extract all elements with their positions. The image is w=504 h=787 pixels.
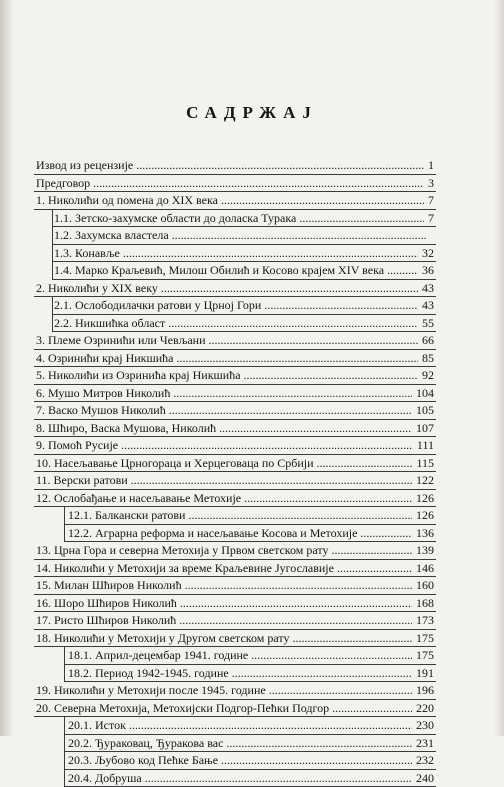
toc-entry-title: 3. Племе Озринићи или Чевљани ..... — [36, 332, 418, 350]
toc-entry-title: 20.1. Исток ..... — [68, 717, 412, 735]
toc-row[interactable] — [36, 455, 436, 473]
toc-entry-title: 1.4. Марко Краљевић, Милош Обилић и Косово крајем XIV века ..... — [54, 262, 418, 280]
toc-row[interactable] — [36, 770, 436, 787]
toc-page-number: 111 — [417, 437, 434, 455]
toc-row[interactable] — [36, 665, 436, 683]
toc-entry-title: 5. Николићи из Озринића крај Никшића ..... — [36, 367, 418, 385]
toc-row[interactable] — [36, 332, 436, 350]
toc-page-number: 55 — [422, 315, 434, 333]
toc-page-number: 160 — [416, 577, 434, 595]
toc-entry-title: 12. Ослобађање и насељавање Метохије ..... — [36, 490, 412, 508]
toc-entry-title: 12.2. Аграрна реформа и насељавање Косова и Метохије ..... — [68, 525, 412, 543]
toc-row[interactable] — [36, 157, 436, 175]
toc-entry-title: 18. Николићи у Метохији у Другом светском рату ..... — [36, 630, 412, 648]
toc-row[interactable] — [36, 700, 436, 718]
toc-page-number: 43 — [422, 280, 434, 298]
toc-entry-title: 17. Ристо Шћиров Николић ..... — [36, 612, 412, 630]
toc-page-number: 104 — [416, 385, 434, 403]
toc-entry-title: 12.1. Балкански ратови ..... — [68, 507, 412, 525]
toc-entry-title: Предговор ..... — [36, 175, 424, 193]
toc-entry-title: 13. Црна Гора и северна Метохија у Првом светском рату ..... — [36, 542, 412, 560]
toc-entry-title: 20.2. Ђураковац, Ђуракова вас ..... — [68, 735, 412, 753]
toc-entry-title: 15. Милан Шћиров Николић ..... — [36, 577, 412, 595]
toc-entry-title: 1.1. Зетско-захумске области до доласка Турака ..... — [54, 210, 424, 228]
toc-row[interactable] — [36, 525, 436, 543]
toc-entry-title: 1.2. Захумска властела ..... — [54, 227, 426, 245]
toc-row[interactable] — [36, 385, 436, 403]
toc-row[interactable] — [36, 472, 436, 490]
toc-row[interactable] — [36, 315, 436, 333]
toc-row[interactable] — [36, 735, 436, 753]
toc-row[interactable] — [36, 350, 436, 368]
toc-entry-title: 14. Николићи у Метохији за време Краљевине Југославије ..... — [36, 560, 412, 578]
toc-row[interactable] — [36, 682, 436, 700]
toc-entry-title: 1. Николићи од помена до XIX века ..... — [36, 192, 424, 210]
toc-entry-title: 9. Помоћ Русије ..... — [36, 437, 413, 455]
toc-row[interactable] — [36, 595, 436, 613]
toc-entry-title: 11. Верски ратови ..... — [36, 472, 412, 490]
toc-entry-title: 2.2. Никшићка област ..... — [54, 315, 418, 333]
toc-row[interactable] — [36, 262, 436, 280]
toc-entry-title: 20.3. Љубово код Пећке Бање ..... — [68, 752, 412, 770]
toc-page-number: 220 — [416, 700, 434, 718]
toc-page-number: 126 — [416, 490, 434, 508]
toc-row[interactable] — [36, 175, 436, 193]
table-of-contents — [36, 157, 436, 787]
toc-row[interactable] — [36, 752, 436, 770]
toc-page-number: 196 — [416, 682, 434, 700]
toc-entry-title: 20.4. Добруша ..... — [68, 770, 412, 787]
toc-entry-title: 2.1. Ослободилачки ратови у Црној Гори ..... — [54, 297, 418, 315]
toc-entry-title: 19. Николићи у Метохији после 1945. године ..... — [36, 682, 412, 700]
toc-page-number: 92 — [422, 367, 434, 385]
toc-page-number: 36 — [422, 262, 434, 280]
toc-row[interactable] — [36, 297, 436, 315]
toc-entry-title: 18.1. Април-децембар 1941. године ..... — [68, 647, 412, 665]
toc-row[interactable] — [36, 577, 436, 595]
toc-row[interactable] — [36, 245, 436, 263]
toc-entry-title: 10. Насељавање Црногораца и Херцеговаца по Србији ..... — [36, 455, 412, 473]
toc-page-number: 43 — [422, 297, 434, 315]
toc-page-number: 126 — [416, 507, 434, 525]
toc-row[interactable] — [36, 367, 436, 385]
toc-page-number: 115 — [416, 455, 434, 473]
toc-page-number: 105 — [416, 402, 434, 420]
toc-row[interactable] — [36, 630, 436, 648]
toc-page-number: 7 — [428, 192, 434, 210]
toc-row[interactable] — [36, 420, 436, 438]
toc-entry-title: 8. Шћиро, Васка Мушова, Николић ..... — [36, 420, 412, 438]
toc-page-number: 240 — [416, 770, 434, 787]
toc-page-number: 173 — [416, 612, 434, 630]
toc-page-number: 85 — [422, 350, 434, 368]
toc-entry-title: 4. Озринићи крај Никшића ..... — [36, 350, 418, 368]
toc-entry-title: 1.3. Конавље ..... — [54, 245, 418, 263]
toc-entry-title: 6. Мушо Митров Николић ..... — [36, 385, 412, 403]
toc-row[interactable] — [36, 542, 436, 560]
toc-entry-title: 16. Шоро Шћиров Николић ..... — [36, 595, 412, 613]
toc-page-number: 139 — [416, 542, 434, 560]
toc-entry-title: 2. Николићи у XIX веку ..... — [36, 280, 418, 298]
toc-page-number: 107 — [416, 420, 434, 438]
toc-entry-title: 18.2. Период 1942-1945. године ..... — [68, 665, 412, 683]
toc-page-number: 32 — [422, 245, 434, 263]
page-title: САДРЖАЈ — [0, 103, 504, 123]
toc-entry-title: 7. Васко Мушов Николић ..... — [36, 402, 412, 420]
toc-page-number: 191 — [416, 665, 434, 683]
toc-row[interactable] — [36, 560, 436, 578]
toc-row[interactable] — [36, 402, 436, 420]
toc-row[interactable] — [36, 280, 436, 298]
toc-row[interactable] — [36, 507, 436, 525]
toc-page-number: 231 — [416, 735, 434, 753]
toc-entry-title: 20. Северна Метохија, Метохијски Подгор-Пећки Подгор ..... — [36, 700, 412, 718]
toc-page-number: 146 — [416, 560, 434, 578]
toc-page-number: 3 — [428, 175, 434, 193]
toc-page-number: 175 — [416, 630, 434, 648]
toc-row[interactable] — [36, 490, 436, 508]
toc-page-number: 230 — [416, 717, 434, 735]
toc-row[interactable] — [36, 717, 436, 735]
toc-row[interactable] — [36, 192, 436, 210]
toc-entry-title: Извод из рецензије ..... — [36, 157, 424, 175]
toc-page-number: 1 — [428, 157, 434, 175]
toc-page-number: 66 — [422, 332, 434, 350]
toc-row[interactable] — [36, 437, 436, 455]
toc-row[interactable] — [36, 227, 436, 245]
toc-page-number: 7 — [428, 210, 434, 228]
toc-row[interactable] — [36, 612, 436, 630]
toc-page-number: 168 — [416, 595, 434, 613]
toc-page-number: 122 — [416, 472, 434, 490]
toc-page-number: 175 — [416, 647, 434, 665]
toc-page-number: 232 — [416, 752, 434, 770]
toc-row[interactable] — [36, 210, 436, 228]
toc-page-number: 136 — [416, 525, 434, 543]
toc-row[interactable] — [36, 647, 436, 665]
